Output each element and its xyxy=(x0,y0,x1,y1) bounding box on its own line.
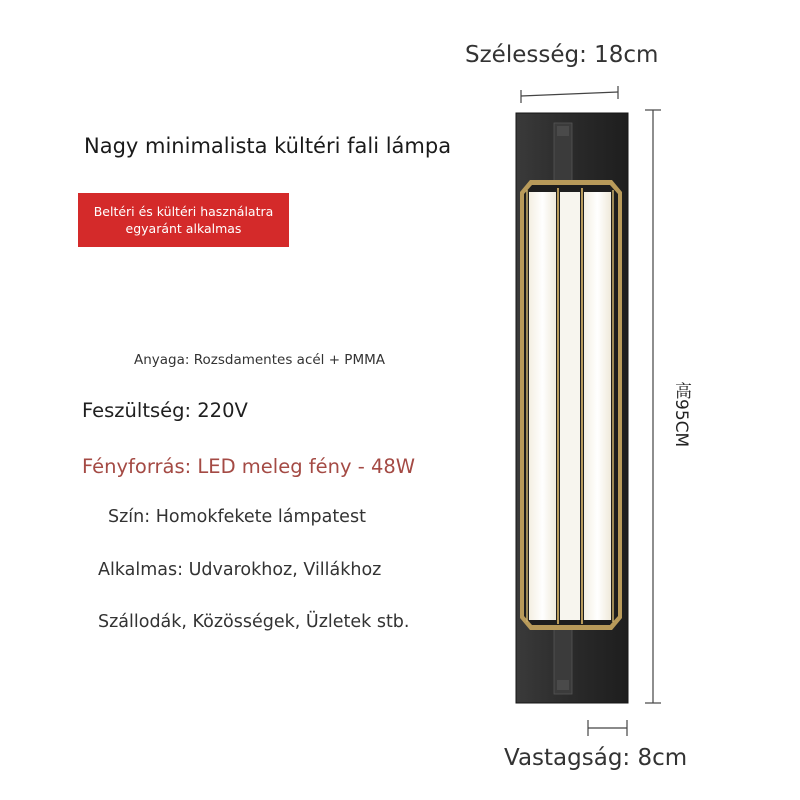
badge-line-1: Beltéri és kültéri használatra xyxy=(93,204,274,219)
width-dimension-line xyxy=(521,86,618,103)
voltage-spec: Feszültség: 220V xyxy=(82,399,248,422)
material-spec: Anyaga: Rozsdamentes acél + PMMA xyxy=(134,352,385,368)
lamp-bottom-bracket xyxy=(554,628,572,694)
suitable-spec-1: Alkalmas: Udvarokhoz, Villákhoz xyxy=(98,560,382,580)
height-label: 高95CM xyxy=(671,382,691,448)
lamp-light-column xyxy=(520,180,622,630)
width-label: Szélesség: 18cm xyxy=(465,42,659,68)
depth-dimension-line xyxy=(588,720,627,736)
product-title: Nagy minimalista kültéri fali lámpa xyxy=(84,134,452,158)
height-dimension-line xyxy=(645,110,661,703)
lamp-top-bracket xyxy=(554,123,572,181)
color-spec: Szín: Homokfekete lámpatest xyxy=(108,507,366,527)
light-source-spec: Fényforrás: LED meleg fény - 48W xyxy=(82,455,416,478)
suitable-spec-2: Szállodák, Közösségek, Üzletek stb. xyxy=(98,612,410,632)
depth-label: Vastagság: 8cm xyxy=(504,745,688,771)
badge-line-2: egyaránt alkalmas xyxy=(125,221,242,236)
indoor-outdoor-badge xyxy=(78,193,289,247)
